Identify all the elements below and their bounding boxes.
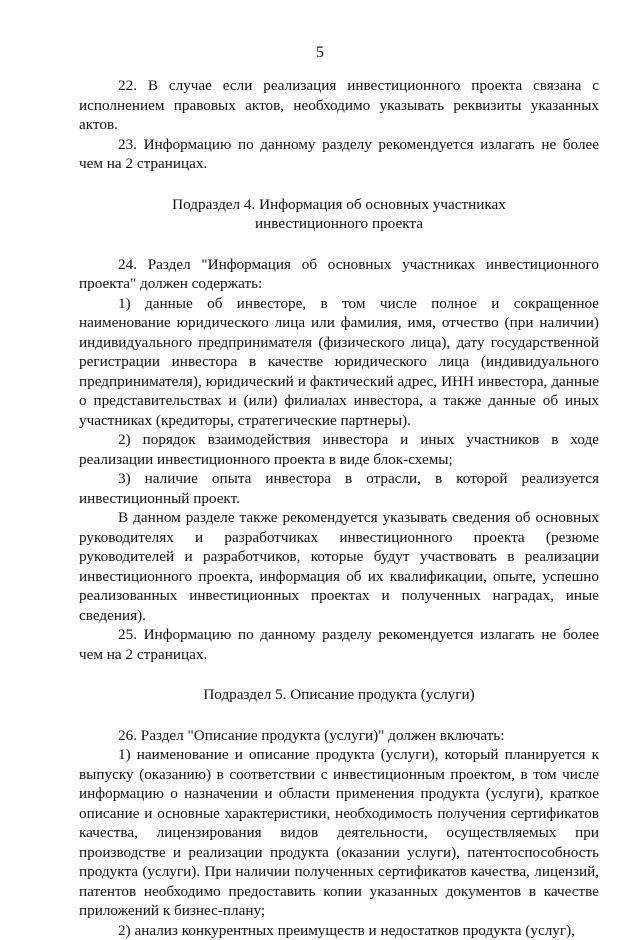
paragraph-24-item-1: 1) данные об инвесторе, в том числе полное и сокращенное наименование юридического лица или фамилия, имя, отчество (при наличии) индивидуального предпринимателя (физического лица), дату государственной регистрации инвестора в качестве юридического лица (индивидуального предпринимателя), юридический и фактический адрес, ИНН инвестора, данные о представительствах и (или) филиалах инвестора, а также данные об иных участниках (кредиторы, стратегические партнеры). — [79, 294, 599, 431]
paragraph-24-item-3: 3) наличие опыта инвестора в отрасли, в которой реализуется инвестиционный проект. — [79, 469, 599, 508]
paragraph-23: 23. Информацию по данному разделу рекомендуется излагать не более чем на 2 страницах. — [79, 135, 599, 174]
subsection-4-heading-line1: Подраздел 4. Информация об основных участниках — [172, 196, 506, 213]
subsection-4-heading-line2: инвестиционного проекта — [255, 215, 423, 232]
subsection-4-heading — [79, 195, 599, 234]
document-body — [79, 76, 599, 940]
paragraph-25: 25. Информацию по данному разделу рекомендуется излагать не более чем на 2 страницах. — [79, 625, 599, 664]
page-number: 5 — [0, 44, 640, 62]
paragraph-22: 22. В случае если реализация инвестиционного проекта связана с исполнением правовых актов, необходимо указывать реквизиты указанных актов. — [79, 76, 599, 135]
paragraph-24-item-2: 2) порядок взаимодействия инвестора и иных участников в ходе реализации инвестиционного проекта в виде блок-схемы; — [79, 430, 599, 469]
paragraph-26: 26. Раздел "Описание продукта (услуги)" должен включать: — [79, 726, 599, 746]
paragraph-24-note: В данном разделе также рекомендуется указывать сведения об основных руководителях и разработчиках инвестиционного проекта (резюме руководителей и разработчиков, которые будут участвовать в реализации инвестиционного проекта, информация об их квалификации, опыте, успешно реализованных инвестиционных проектах и полученных наградах, иные сведения). — [79, 508, 599, 625]
paragraph-26-item-1: 1) наименование и описание продукта (услуги), который планируется к выпуску (оказанию) в соответствии с инвестиционным проектом, в том числе информацию о назначении и области применения продукта (услуги), краткое описание и основные характеристики, необходимость получения сертификатов качества, лицензирования видов деятельности, осуществляемых при производстве и реализации продукта (оказании услуги), патентоспособность продукта (услуги). При наличии полученных сертификатов качества, лицензий, патентов необходимо предоставить копии указанных документов в качестве приложений к бизнес-плану; — [79, 745, 599, 921]
paragraph-24: 24. Раздел "Информация об основных участниках инвестиционного проекта" должен содержать: — [79, 255, 599, 294]
paragraph-26-item-2: 2) анализ конкурентных преимуществ и недостатков продукта (услуг), — [79, 921, 599, 940]
subsection-5-heading: Подраздел 5. Описание продукта (услуги) — [79, 685, 599, 705]
